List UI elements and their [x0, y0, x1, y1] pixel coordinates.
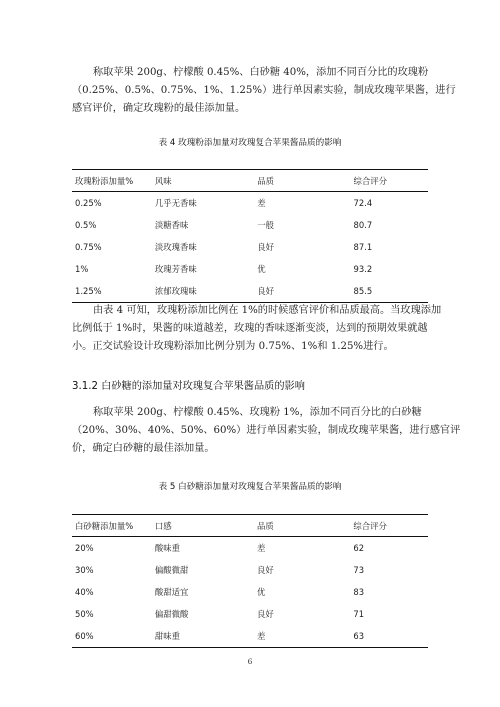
text-line: 小。正交试验设计玫瑰粉添加比例分别为 0.75%、1%和 1.25%进行。 — [72, 341, 394, 352]
table-cell: 差 — [256, 631, 266, 641]
table-cell: 酸味重 — [154, 543, 181, 553]
page-number: 6 — [247, 657, 253, 666]
table-cell: 60% — [75, 631, 94, 641]
intro-paragraph — [72, 64, 456, 118]
table-cell: 几乎无香味 — [154, 198, 197, 208]
table-cell: 玫瑰芳香味 — [154, 264, 197, 274]
table-cell: 80.7 — [353, 220, 373, 230]
table-cell: 72.4 — [353, 198, 373, 208]
table-cell: 酸甜适宜 — [154, 587, 189, 597]
table-cell: 0.75% — [75, 242, 102, 252]
section-heading: 3.1.2 白砂糖的添加量对玫瑰复合苹果酱品质的影响 — [72, 381, 305, 392]
table-cell: 淡糖香味 — [154, 220, 189, 230]
table-cell: 优 — [256, 587, 266, 597]
column-header: 口感 — [154, 520, 172, 531]
table-cell: 一般 — [257, 220, 275, 230]
table-cell: 优 — [257, 264, 266, 274]
text-line: 价，确定白砂糖的最佳添加量。 — [72, 443, 215, 454]
table-cell: 1% — [75, 264, 89, 274]
column-header: 品质 — [257, 175, 275, 186]
table-row — [72, 280, 428, 303]
table-row — [72, 603, 428, 625]
table-cell: 63 — [353, 631, 365, 641]
column-header: 综合评分 — [353, 175, 388, 186]
text-line: 由表 4 可知，玫瑰粉添加比例在 1%的时候感官评价和品质最高。当玫瑰添加 — [93, 305, 442, 316]
table-cell: 良好 — [257, 242, 275, 252]
table-cell: 93.2 — [353, 264, 373, 274]
text-line: 称取苹果 200g、柠檬酸 0.45%、玫瑰粉 1%，添加不同百分比的白砂糖 — [93, 407, 422, 418]
text-line: （0.25%、0.5%、0.75%、1%、1.25%）进行单因素实验，制成玫瑰苹果酱，进行 — [72, 85, 456, 96]
table-row — [72, 559, 428, 581]
table-cell: 62 — [353, 543, 365, 553]
column-header: 玫瑰粉添加量% — [75, 175, 134, 186]
analysis-paragraph — [72, 302, 442, 356]
table-row — [72, 214, 428, 236]
table-cell: 50% — [75, 609, 94, 619]
table-row — [72, 537, 428, 560]
table-cell: 良好 — [256, 609, 274, 619]
column-header: 品质 — [256, 520, 274, 531]
table4 — [72, 169, 428, 303]
text-line: 称取苹果 200g、柠檬酸 0.45%、白砂糖 40%，添加不同百分比的玫瑰粉 — [93, 67, 429, 78]
table5 — [72, 514, 428, 648]
table-cell: 0.5% — [75, 220, 97, 230]
table-cell: 偏酸微甜 — [154, 565, 189, 575]
table-row — [72, 258, 428, 280]
column-header: 白砂糖添加量% — [75, 520, 134, 531]
table5-caption: 表 5 白砂糖添加量对玫瑰复合苹果酱品质的影响 — [158, 482, 342, 492]
table-cell: 偏甜微酸 — [154, 609, 189, 619]
table-header-row — [72, 515, 428, 537]
table-cell: 85.5 — [353, 286, 373, 296]
table-cell: 73 — [353, 565, 365, 575]
text-line: 比例低于 1%时，果酱的味道越差，玫瑰的香味逐渐变淡，达到的预期效果就越 — [72, 323, 428, 334]
table-row — [72, 581, 428, 603]
table-cell: 1.25% — [75, 286, 102, 296]
table-cell: 良好 — [257, 286, 275, 296]
table-cell: 良好 — [256, 565, 274, 575]
table-cell: 浓郁玫瑰味 — [154, 286, 197, 296]
table-cell: 30% — [75, 565, 94, 575]
table-header-row — [72, 170, 428, 192]
table4-caption: 表 4 玫瑰粉添加量对玫瑰复合苹果酱品质的影响 — [158, 138, 342, 148]
column-header: 风味 — [154, 175, 172, 186]
table-cell: 83 — [353, 587, 365, 597]
text-line: 感官评价，确定玫瑰粉的最佳添加量。 — [72, 103, 246, 114]
text-line: （20%、30%、40%、50%、60%）进行单因素实验，制成玫瑰苹果酱，进行感官评 — [72, 425, 461, 436]
table-cell: 甜味重 — [154, 631, 181, 641]
column-header: 综合评分 — [353, 520, 387, 531]
table-cell: 淡玫瑰香味 — [154, 242, 197, 252]
table-row — [72, 192, 428, 215]
table-cell: 差 — [257, 198, 266, 208]
table-cell: 40% — [75, 587, 94, 597]
table-row — [72, 236, 428, 258]
table-cell: 71 — [353, 609, 365, 619]
table-cell: 0.25% — [75, 198, 102, 208]
table-cell: 差 — [256, 543, 266, 553]
table-row — [72, 625, 428, 648]
table-cell: 87.1 — [353, 242, 373, 252]
table-cell: 20% — [75, 543, 94, 553]
sugar-paragraph — [72, 404, 461, 458]
